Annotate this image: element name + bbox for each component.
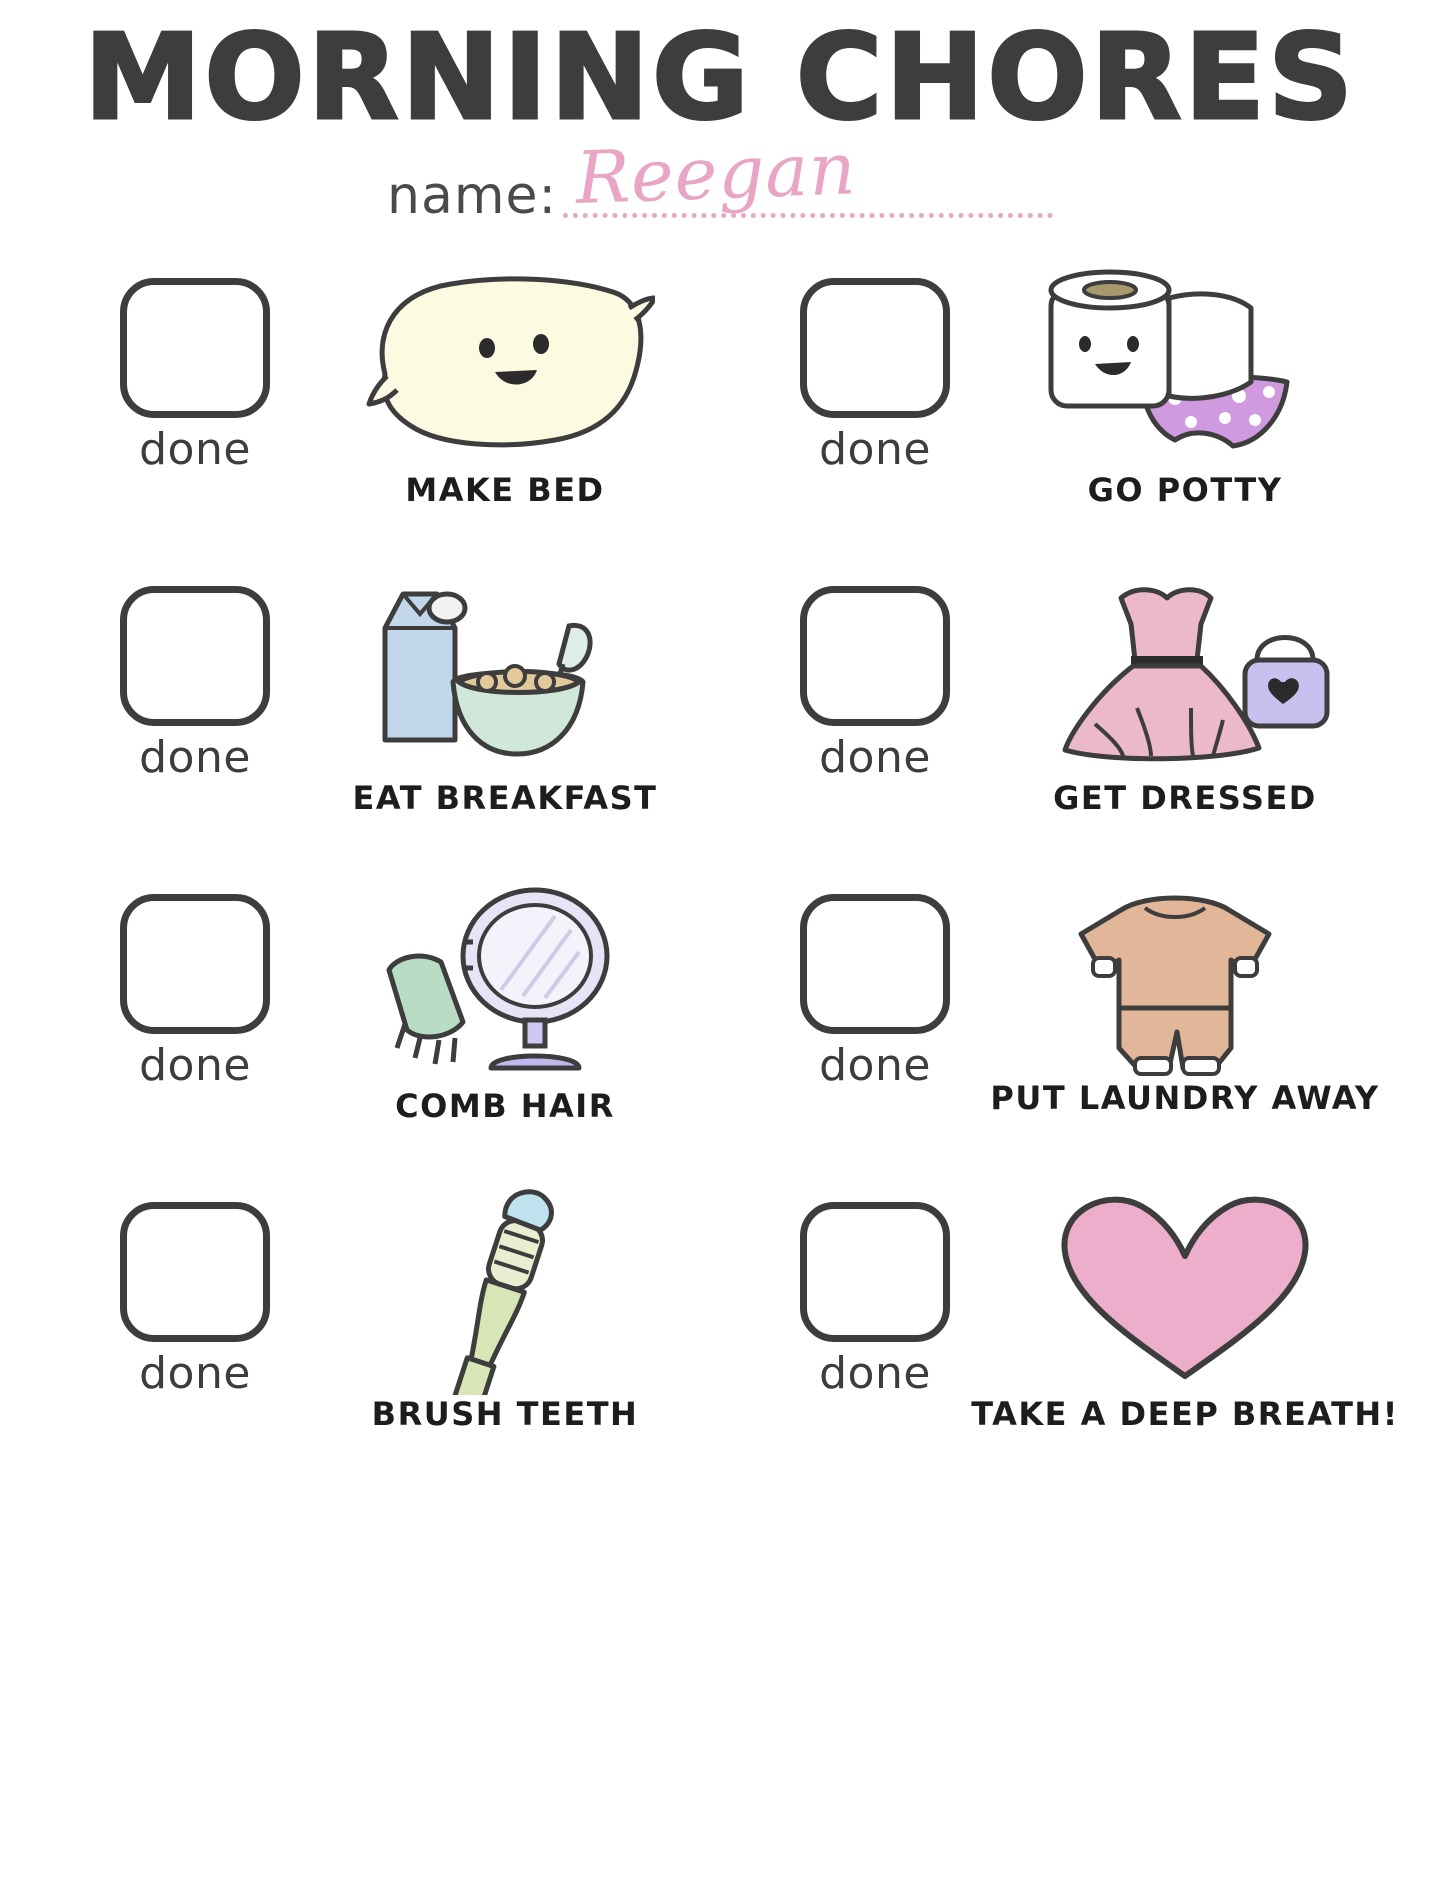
chore-label-make-bed: MAKE BED	[405, 471, 605, 509]
heart-icon	[1035, 1180, 1335, 1395]
chore-item-brush-teeth	[40, 1180, 720, 1480]
chore-art-block-take-a-deep-breath	[970, 1180, 1400, 1432]
chore-item-take-a-deep-breath	[720, 1180, 1400, 1480]
checkbox-comb-hair[interactable]	[120, 894, 270, 1034]
chore-art-block-put-laundry-away	[970, 872, 1400, 1116]
chore-label-eat-breakfast: EAT BREAKFAST	[352, 779, 658, 817]
chore-label-brush-teeth: BRUSH TEETH	[371, 1395, 639, 1433]
chore-art-block-eat-breakfast	[290, 564, 720, 816]
chore-art-block-comb-hair	[290, 872, 720, 1124]
checkbox-group-eat-breakfast[interactable]	[100, 564, 290, 783]
done-label-go-potty: done	[819, 424, 931, 475]
name-label: name:	[387, 166, 557, 226]
chore-chart-page	[0, 8, 1440, 1882]
chore-item-eat-breakfast	[40, 564, 720, 864]
toothbrush-icon	[355, 1180, 655, 1395]
chore-art-block-get-dressed	[970, 564, 1400, 816]
done-label-get-dressed: done	[819, 732, 931, 783]
done-label-eat-breakfast: done	[139, 732, 251, 783]
checkbox-group-take-a-deep-breath[interactable]	[780, 1180, 970, 1399]
done-label-take-a-deep-breath: done	[819, 1348, 931, 1399]
chore-item-get-dressed	[720, 564, 1400, 864]
checkbox-group-put-laundry-away[interactable]	[780, 872, 970, 1091]
name-input[interactable]	[563, 126, 1053, 222]
dress-icon	[1025, 564, 1345, 779]
name-value: Reegan	[574, 126, 858, 220]
chore-label-go-potty: GO POTTY	[1087, 471, 1283, 509]
checkbox-go-potty[interactable]	[800, 278, 950, 418]
done-label-comb-hair: done	[139, 1040, 251, 1091]
checkbox-get-dressed[interactable]	[800, 586, 950, 726]
checkbox-group-get-dressed[interactable]	[780, 564, 970, 783]
chore-item-comb-hair	[40, 872, 720, 1172]
page-title: MORNING CHORES	[83, 8, 1357, 146]
chore-label-comb-hair: COMB HAIR	[395, 1087, 615, 1125]
checkbox-group-go-potty[interactable]	[780, 256, 970, 475]
checkbox-eat-breakfast[interactable]	[120, 586, 270, 726]
checkbox-group-make-bed[interactable]	[100, 256, 290, 475]
checkbox-take-a-deep-breath[interactable]	[800, 1202, 950, 1342]
checkbox-put-laundry-away[interactable]	[800, 894, 950, 1034]
checkbox-make-bed[interactable]	[120, 278, 270, 418]
chore-art-block-go-potty	[970, 256, 1400, 508]
chore-art-block-make-bed	[290, 256, 720, 508]
name-field-row	[0, 126, 1440, 226]
comb-mirror-icon	[355, 872, 655, 1087]
chore-art-block-brush-teeth	[290, 1180, 720, 1432]
pillow-icon	[355, 256, 655, 471]
chore-item-put-laundry-away	[720, 872, 1400, 1172]
chore-item-go-potty	[720, 256, 1400, 556]
chore-item-make-bed	[40, 256, 720, 556]
chore-label-get-dressed: GET DRESSED	[1053, 779, 1317, 817]
done-label-brush-teeth: done	[139, 1348, 251, 1399]
chore-label-take-a-deep-breath: TAKE A DEEP BREATH!	[971, 1395, 1399, 1433]
folded-clothes-icon	[1035, 872, 1335, 1087]
checkbox-brush-teeth[interactable]	[120, 1202, 270, 1342]
chore-label-put-laundry-away: PUT LAUNDRY AWAY	[990, 1079, 1380, 1117]
chore-grid	[0, 256, 1440, 1480]
cereal-bowl-icon	[355, 564, 655, 779]
done-label-make-bed: done	[139, 424, 251, 475]
done-label-put-laundry-away: done	[819, 1040, 931, 1091]
toilet-paper-icon	[1025, 256, 1345, 471]
checkbox-group-brush-teeth[interactable]	[100, 1180, 290, 1399]
checkbox-group-comb-hair[interactable]	[100, 872, 290, 1091]
